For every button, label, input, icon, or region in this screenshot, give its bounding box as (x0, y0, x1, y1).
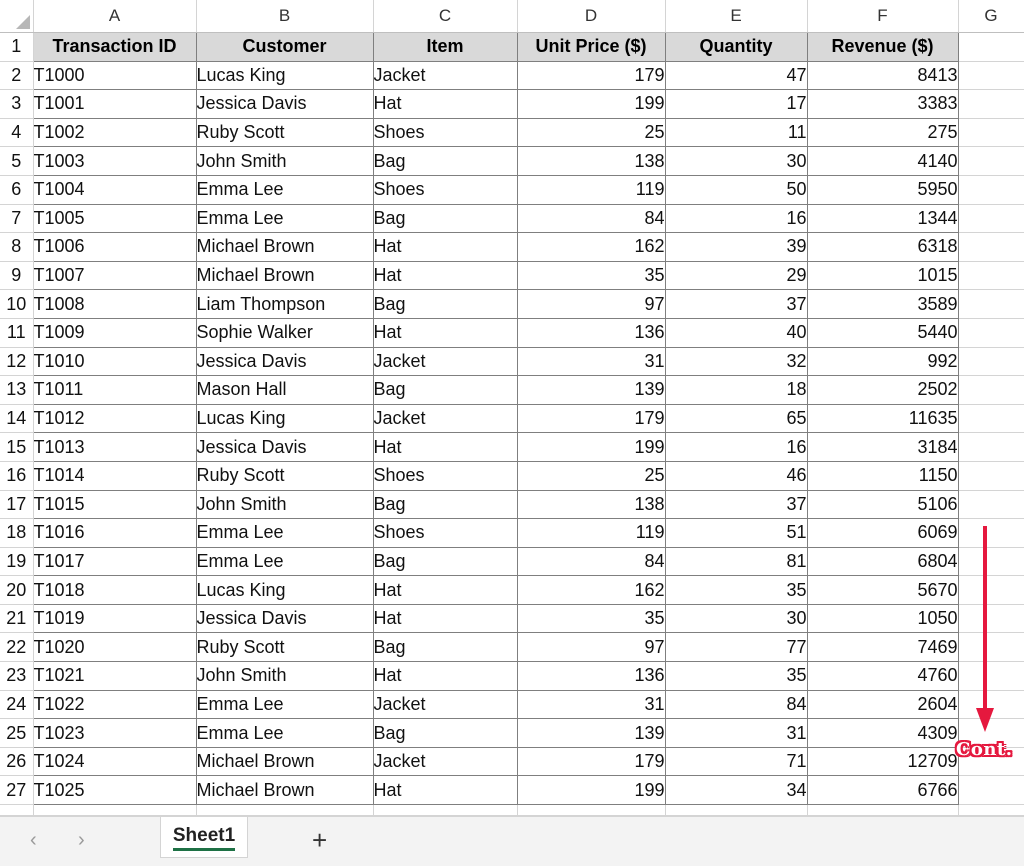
cell-item[interactable]: Bag (373, 547, 517, 576)
table-row (0, 690, 1024, 719)
cell-customer[interactable]: Lucas King (196, 404, 373, 433)
cell-quantity[interactable]: 84 (665, 690, 807, 719)
cell-quantity[interactable]: 30 (665, 604, 807, 633)
cell-unit-price[interactable]: 199 (517, 776, 665, 805)
partial-cell[interactable] (958, 805, 1024, 816)
empty-cell[interactable] (958, 90, 1024, 119)
cell-transaction-id[interactable]: T1004 (33, 175, 196, 204)
cell-unit-price[interactable]: 179 (517, 61, 665, 90)
table-row (0, 404, 1024, 433)
cell-customer[interactable]: Mason Hall (196, 376, 373, 405)
cell-unit-price[interactable]: 136 (517, 662, 665, 691)
table-row (0, 633, 1024, 662)
empty-cell[interactable] (958, 404, 1024, 433)
header-cell-transaction-id[interactable]: Transaction ID (33, 33, 196, 62)
row-number[interactable]: 9 (0, 261, 33, 290)
cell-transaction-id[interactable]: T1019 (33, 604, 196, 633)
cell-revenue[interactable]: 1050 (807, 604, 958, 633)
cell-customer[interactable]: John Smith (196, 147, 373, 176)
table-row (0, 719, 1024, 748)
cell-unit-price[interactable]: 35 (517, 604, 665, 633)
row-number[interactable]: 18 (0, 519, 33, 548)
partial-cell[interactable] (373, 805, 517, 816)
cell-transaction-id[interactable]: T1023 (33, 719, 196, 748)
table-row (0, 747, 1024, 776)
cell-quantity[interactable]: 29 (665, 261, 807, 290)
cell-quantity[interactable]: 50 (665, 175, 807, 204)
cell-customer[interactable]: Emma Lee (196, 204, 373, 233)
row-number[interactable]: 4 (0, 118, 33, 147)
cell-customer[interactable]: Ruby Scott (196, 461, 373, 490)
partial-cell[interactable] (0, 805, 33, 816)
header-cell-customer[interactable]: Customer (196, 33, 373, 62)
cell-unit-price[interactable]: 139 (517, 719, 665, 748)
sheet-tab-bar (0, 816, 1024, 866)
table-row (0, 347, 1024, 376)
cell-transaction-id[interactable]: T1021 (33, 662, 196, 691)
cell-quantity[interactable]: 32 (665, 347, 807, 376)
table-row (0, 261, 1024, 290)
cell-transaction-id[interactable]: T1003 (33, 147, 196, 176)
table-row (0, 318, 1024, 347)
cell-transaction-id[interactable]: T1007 (33, 261, 196, 290)
table-row (0, 604, 1024, 633)
cell-item[interactable]: Shoes (373, 519, 517, 548)
row-number[interactable]: 23 (0, 662, 33, 691)
cell-item[interactable]: Jacket (373, 347, 517, 376)
cell-item[interactable]: Hat (373, 776, 517, 805)
cell-unit-price[interactable]: 139 (517, 376, 665, 405)
table-row (0, 576, 1024, 605)
cell-revenue[interactable]: 275 (807, 118, 958, 147)
row-number[interactable]: 13 (0, 376, 33, 405)
cell-transaction-id[interactable]: T1001 (33, 90, 196, 119)
column-header-a[interactable]: A (33, 0, 196, 33)
cell-item[interactable]: Bag (373, 204, 517, 233)
row-number[interactable]: 26 (0, 747, 33, 776)
cell-item[interactable]: Hat (373, 433, 517, 462)
empty-cell[interactable] (958, 376, 1024, 405)
cell-unit-price[interactable]: 119 (517, 175, 665, 204)
cell-item[interactable]: Bag (373, 633, 517, 662)
column-header-c[interactable]: C (373, 0, 517, 33)
cell-customer[interactable]: Jessica Davis (196, 433, 373, 462)
table-row (0, 175, 1024, 204)
cell-unit-price[interactable]: 84 (517, 547, 665, 576)
empty-cell[interactable] (958, 118, 1024, 147)
cell-unit-price[interactable]: 138 (517, 490, 665, 519)
cell-customer[interactable]: Lucas King (196, 61, 373, 90)
cell-item[interactable]: Bag (373, 376, 517, 405)
cell-customer[interactable]: John Smith (196, 662, 373, 691)
cell-customer[interactable]: Emma Lee (196, 175, 373, 204)
cell-quantity[interactable]: 18 (665, 376, 807, 405)
cell-customer[interactable]: Ruby Scott (196, 633, 373, 662)
cell-revenue[interactable]: 5950 (807, 175, 958, 204)
cell-quantity[interactable]: 46 (665, 461, 807, 490)
cell-customer[interactable]: Emma Lee (196, 719, 373, 748)
empty-cell[interactable] (958, 490, 1024, 519)
cell-transaction-id[interactable]: T1010 (33, 347, 196, 376)
table-row (0, 519, 1024, 548)
cell-quantity[interactable]: 31 (665, 719, 807, 748)
chevron-right-icon[interactable]: › (78, 829, 85, 851)
table-row (0, 147, 1024, 176)
empty-cell[interactable] (958, 33, 1024, 62)
row-number[interactable]: 2 (0, 61, 33, 90)
cell-quantity[interactable]: 35 (665, 576, 807, 605)
cell-unit-price[interactable]: 119 (517, 519, 665, 548)
cell-revenue[interactable]: 1150 (807, 461, 958, 490)
cell-quantity[interactable]: 16 (665, 204, 807, 233)
cell-quantity[interactable]: 77 (665, 633, 807, 662)
row-number[interactable]: 17 (0, 490, 33, 519)
row-number[interactable]: 10 (0, 290, 33, 319)
cell-item[interactable]: Bag (373, 290, 517, 319)
cell-customer[interactable]: Jessica Davis (196, 90, 373, 119)
down-arrow-icon (975, 526, 995, 736)
cell-transaction-id[interactable]: T1022 (33, 690, 196, 719)
cell-transaction-id[interactable]: T1013 (33, 433, 196, 462)
column-header-e[interactable]: E (665, 0, 807, 33)
header-cell-unit-price[interactable]: Unit Price ($) (517, 33, 665, 62)
cell-revenue[interactable]: 4760 (807, 662, 958, 691)
empty-cell[interactable] (958, 461, 1024, 490)
table-row (0, 61, 1024, 90)
cell-revenue[interactable]: 6766 (807, 776, 958, 805)
cell-quantity[interactable]: 17 (665, 90, 807, 119)
active-tab-indicator (173, 848, 235, 851)
cell-unit-price[interactable]: 199 (517, 433, 665, 462)
empty-cell[interactable] (958, 175, 1024, 204)
cell-unit-price[interactable]: 97 (517, 633, 665, 662)
cell-revenue[interactable]: 12709 (807, 747, 958, 776)
cell-item[interactable]: Hat (373, 261, 517, 290)
table-row (0, 433, 1024, 462)
empty-cell[interactable] (958, 347, 1024, 376)
empty-cell[interactable] (958, 204, 1024, 233)
tab-label: Sheet1 (172, 825, 236, 846)
header-cell-revenue[interactable]: Revenue ($) (807, 33, 958, 62)
cell-customer[interactable]: Jessica Davis (196, 347, 373, 376)
column-header-d[interactable]: D (517, 0, 665, 33)
empty-cell[interactable] (958, 433, 1024, 462)
cell-quantity[interactable]: 37 (665, 490, 807, 519)
row-number[interactable]: 21 (0, 604, 33, 633)
cell-item[interactable]: Hat (373, 233, 517, 262)
cell-unit-price[interactable]: 25 (517, 461, 665, 490)
row-number[interactable]: 27 (0, 776, 33, 805)
cell-transaction-id[interactable]: T1014 (33, 461, 196, 490)
row-number[interactable]: 16 (0, 461, 33, 490)
cell-item[interactable]: Bag (373, 719, 517, 748)
cell-revenue[interactable]: 4309 (807, 719, 958, 748)
row-number[interactable]: 8 (0, 233, 33, 262)
empty-cell[interactable] (958, 233, 1024, 262)
continued-label: Cont. (956, 739, 1013, 760)
cell-revenue[interactable]: 5670 (807, 576, 958, 605)
cell-revenue[interactable]: 11635 (807, 404, 958, 433)
cell-quantity[interactable]: 39 (665, 233, 807, 262)
cell-transaction-id[interactable]: T1008 (33, 290, 196, 319)
header-cell-item[interactable]: Item (373, 33, 517, 62)
cell-item[interactable]: Jacket (373, 747, 517, 776)
partial-cell[interactable] (517, 805, 665, 816)
cell-item[interactable]: Jacket (373, 404, 517, 433)
table-row (0, 376, 1024, 405)
cell-transaction-id[interactable]: T1018 (33, 576, 196, 605)
cell-unit-price[interactable]: 136 (517, 318, 665, 347)
cell-customer[interactable]: Emma Lee (196, 547, 373, 576)
cell-customer[interactable]: Michael Brown (196, 776, 373, 805)
cell-unit-price[interactable]: 199 (517, 90, 665, 119)
cell-customer[interactable]: Michael Brown (196, 261, 373, 290)
cell-transaction-id[interactable]: T1012 (33, 404, 196, 433)
cell-unit-price[interactable]: 84 (517, 204, 665, 233)
cell-revenue[interactable]: 1015 (807, 261, 958, 290)
cell-revenue[interactable]: 3589 (807, 290, 958, 319)
cell-revenue[interactable]: 992 (807, 347, 958, 376)
empty-cell[interactable] (958, 61, 1024, 90)
table-row (0, 90, 1024, 119)
row-number[interactable]: 14 (0, 404, 33, 433)
cell-transaction-id[interactable]: T1005 (33, 204, 196, 233)
cell-quantity[interactable]: 47 (665, 61, 807, 90)
cell-transaction-id[interactable]: T1006 (33, 233, 196, 262)
partial-row (0, 805, 1024, 816)
cell-revenue[interactable]: 1344 (807, 204, 958, 233)
cell-item[interactable]: Shoes (373, 175, 517, 204)
cell-quantity[interactable]: 37 (665, 290, 807, 319)
cell-item[interactable]: Shoes (373, 461, 517, 490)
cell-transaction-id[interactable]: T1020 (33, 633, 196, 662)
cell-quantity[interactable]: 35 (665, 662, 807, 691)
empty-cell[interactable] (958, 318, 1024, 347)
row-number[interactable]: 24 (0, 690, 33, 719)
cell-customer[interactable]: Emma Lee (196, 519, 373, 548)
cell-quantity[interactable]: 11 (665, 118, 807, 147)
cell-customer[interactable]: Michael Brown (196, 233, 373, 262)
cell-revenue[interactable]: 6069 (807, 519, 958, 548)
cell-item[interactable]: Hat (373, 576, 517, 605)
cell-unit-price[interactable]: 35 (517, 261, 665, 290)
table-row (0, 290, 1024, 319)
table-row (0, 547, 1024, 576)
cell-revenue[interactable]: 2604 (807, 690, 958, 719)
partial-cell[interactable] (33, 805, 196, 816)
cell-customer[interactable]: Emma Lee (196, 690, 373, 719)
column-header-f[interactable]: F (807, 0, 958, 33)
cell-customer[interactable]: Sophie Walker (196, 318, 373, 347)
cell-quantity[interactable]: 34 (665, 776, 807, 805)
column-header-row (0, 0, 1024, 33)
cell-unit-price[interactable]: 138 (517, 147, 665, 176)
empty-cell[interactable] (958, 290, 1024, 319)
cell-customer[interactable]: Lucas King (196, 576, 373, 605)
empty-cell[interactable] (958, 261, 1024, 290)
cell-revenue[interactable]: 5106 (807, 490, 958, 519)
table-row (0, 776, 1024, 805)
cell-revenue[interactable]: 3383 (807, 90, 958, 119)
cell-quantity[interactable]: 16 (665, 433, 807, 462)
header-cell-quantity[interactable]: Quantity (665, 33, 807, 62)
chevron-left-icon[interactable]: ‹ (30, 829, 37, 851)
cell-quantity[interactable]: 81 (665, 547, 807, 576)
cell-item[interactable]: Jacket (373, 61, 517, 90)
partial-cell[interactable] (665, 805, 807, 816)
cell-unit-price[interactable]: 162 (517, 576, 665, 605)
cell-transaction-id[interactable]: T1024 (33, 747, 196, 776)
tab-sheet1[interactable] (160, 817, 248, 858)
row-number[interactable]: 19 (0, 547, 33, 576)
table-row (0, 118, 1024, 147)
cell-quantity[interactable]: 71 (665, 747, 807, 776)
cell-quantity[interactable]: 30 (665, 147, 807, 176)
cell-unit-price[interactable]: 31 (517, 347, 665, 376)
row-number[interactable]: 20 (0, 576, 33, 605)
cell-unit-price[interactable]: 31 (517, 690, 665, 719)
cell-unit-price[interactable]: 179 (517, 404, 665, 433)
cell-revenue[interactable]: 3184 (807, 433, 958, 462)
cell-item[interactable]: Jacket (373, 690, 517, 719)
cell-customer[interactable]: Jessica Davis (196, 604, 373, 633)
row-number[interactable]: 6 (0, 175, 33, 204)
cell-quantity[interactable]: 51 (665, 519, 807, 548)
cell-unit-price[interactable]: 25 (517, 118, 665, 147)
cell-transaction-id[interactable]: T1011 (33, 376, 196, 405)
cell-transaction-id[interactable]: T1000 (33, 61, 196, 90)
cell-unit-price[interactable]: 97 (517, 290, 665, 319)
cell-item[interactable]: Shoes (373, 118, 517, 147)
row-number[interactable]: 7 (0, 204, 33, 233)
cell-unit-price[interactable]: 162 (517, 233, 665, 262)
empty-cell[interactable] (958, 147, 1024, 176)
cell-customer[interactable]: John Smith (196, 490, 373, 519)
cell-item[interactable]: Bag (373, 147, 517, 176)
row-number[interactable]: 25 (0, 719, 33, 748)
table-row (0, 662, 1024, 691)
cell-revenue[interactable]: 4140 (807, 147, 958, 176)
cell-transaction-id[interactable]: T1002 (33, 118, 196, 147)
cell-revenue[interactable]: 2502 (807, 376, 958, 405)
row-number[interactable]: 11 (0, 318, 33, 347)
cell-quantity[interactable]: 40 (665, 318, 807, 347)
select-all-icon (16, 15, 30, 29)
cell-transaction-id[interactable]: T1009 (33, 318, 196, 347)
cell-revenue[interactable]: 6318 (807, 233, 958, 262)
cell-unit-price[interactable]: 179 (517, 747, 665, 776)
row-number[interactable]: 12 (0, 347, 33, 376)
table-row (0, 490, 1024, 519)
cell-transaction-id[interactable]: T1015 (33, 490, 196, 519)
plus-icon[interactable]: + (312, 825, 328, 855)
table-row (0, 461, 1024, 490)
cell-item[interactable]: Bag (373, 490, 517, 519)
cell-revenue[interactable]: 5440 (807, 318, 958, 347)
partial-cell[interactable] (807, 805, 958, 816)
select-all-corner[interactable] (0, 0, 33, 33)
cell-customer[interactable]: Ruby Scott (196, 118, 373, 147)
column-header-g[interactable]: G (958, 0, 1024, 33)
cell-item[interactable]: Hat (373, 318, 517, 347)
cell-customer[interactable]: Michael Brown (196, 747, 373, 776)
row-number[interactable]: 15 (0, 433, 33, 462)
empty-cell[interactable] (958, 776, 1024, 805)
cell-transaction-id[interactable]: T1017 (33, 547, 196, 576)
cell-revenue[interactable]: 6804 (807, 547, 958, 576)
row-number[interactable]: 22 (0, 633, 33, 662)
partial-cell[interactable] (196, 805, 373, 816)
cell-customer[interactable]: Liam Thompson (196, 290, 373, 319)
row-number[interactable]: 5 (0, 147, 33, 176)
column-header-b[interactable]: B (196, 0, 373, 33)
cell-revenue[interactable]: 8413 (807, 61, 958, 90)
cell-transaction-id[interactable]: T1025 (33, 776, 196, 805)
cell-revenue[interactable]: 7469 (807, 633, 958, 662)
cell-quantity[interactable]: 65 (665, 404, 807, 433)
cell-item[interactable]: Hat (373, 604, 517, 633)
row-number[interactable]: 3 (0, 90, 33, 119)
table-row (0, 233, 1024, 262)
cell-item[interactable]: Hat (373, 90, 517, 119)
row-number[interactable]: 1 (0, 33, 33, 62)
cell-transaction-id[interactable]: T1016 (33, 519, 196, 548)
cell-item[interactable]: Hat (373, 662, 517, 691)
table-header-row (0, 33, 1024, 62)
table-row (0, 204, 1024, 233)
